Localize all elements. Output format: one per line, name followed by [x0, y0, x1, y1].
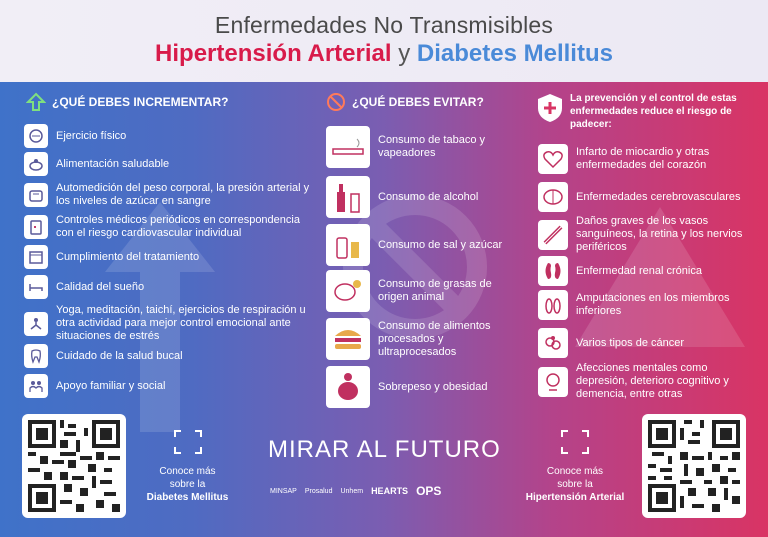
list-item: [538, 256, 753, 286]
item-text: Enfermedades cerebrovasculares: [576, 190, 741, 203]
item-text: Consumo de tabaco y vapeadores: [378, 134, 486, 159]
list-item: [326, 270, 516, 312]
item-text: Cumplimiento del tratamiento: [56, 250, 200, 263]
list-item: [24, 304, 314, 343]
list-item: [326, 366, 516, 408]
list-item: [538, 144, 753, 174]
subtitle-diabetes: Diabetes Mellitus: [416, 40, 613, 67]
item-text: Infarto de miocardio y otras enfermedades del corazón: [576, 146, 710, 171]
scan-topic: Hipertensión Arterial: [525, 492, 625, 503]
kidney-icon: [538, 256, 568, 286]
list-item: [24, 152, 314, 176]
item-text: Yoga, meditación, taichí, ejercicios de respiración u otra actividad para mejor control emocional ante situaciones de estrés: [56, 304, 306, 342]
list-item: [326, 318, 516, 360]
scan-hypertension-label: [515, 429, 635, 504]
scan-line2: sobre la: [169, 479, 206, 490]
item-text: Afecciones mentales como depresión, deterioro cognitivo y demencia, entre otras: [576, 362, 729, 400]
item-text: Consumo de grasas de origen animal: [378, 278, 492, 303]
list-item: [24, 245, 314, 269]
feet-icon: [538, 290, 568, 320]
item-text: Cuidado de la salud bucal: [56, 349, 183, 362]
logo-ops: OPS: [416, 484, 442, 498]
col3-heading-text: La prevención y el control de estas enfermedades reduce el riesgo de padecer:: [570, 93, 737, 130]
subtitle-connector: y: [398, 40, 411, 67]
subtitle-hypertension: Hipertensión Arterial: [155, 40, 392, 67]
logo-minsap: MINSAP: [270, 487, 297, 495]
item-text: Sobrepeso y obesidad: [378, 380, 488, 393]
calendar-icon: [24, 245, 48, 269]
mental-icon: [538, 367, 568, 397]
mirar-al-futuro-logo: MIRAR AL FUTURO: [268, 436, 501, 463]
list-item: [538, 290, 753, 320]
item-text: Varios tipos de cáncer: [576, 336, 685, 349]
page-subtitle: [0, 40, 768, 68]
item-text: Consumo de sal y azúcar: [378, 238, 503, 251]
forbidden-icon: [326, 92, 346, 112]
bottles-icon: [326, 176, 370, 218]
list-item: [24, 275, 314, 299]
scale-icon: [24, 183, 48, 207]
shield-health-icon: [536, 92, 564, 124]
logo-unhem: Unhem: [340, 487, 364, 495]
tooth-icon: [24, 344, 48, 368]
scan-line2: sobre la: [557, 479, 593, 490]
scan-line1: Conoce más: [159, 466, 216, 477]
scan-diabetes-label: [135, 429, 240, 504]
scan-line1: Conoce más: [546, 466, 604, 477]
family-icon: [24, 374, 48, 398]
qr-code-hypertension[interactable]: [642, 414, 746, 518]
item-text: Automedición del peso corporal, la presión arterial y los niveles de azúcar en sangre: [56, 182, 310, 207]
heart-icon: [538, 144, 568, 174]
exercise-icon: [24, 124, 48, 148]
list-item: [538, 215, 753, 254]
item-text: Enfermedad renal crónica: [576, 264, 702, 277]
scan-topic: Diabetes Mellitus: [146, 492, 229, 503]
list-item: [24, 214, 314, 240]
col1-heading-text: ¿QUÉ DEBES INCREMENTAR?: [52, 95, 229, 109]
col2-heading: [326, 92, 484, 112]
overweight-icon: [326, 366, 370, 408]
arrow-up-icon: [26, 92, 46, 112]
list-item: [326, 176, 516, 218]
header: [0, 0, 768, 82]
logo-prosalud: Prosalud: [304, 487, 333, 495]
page-title: Enfermedades No Transmisibles: [214, 12, 554, 38]
list-item: [24, 124, 314, 148]
item-text: Alimentación saludable: [56, 157, 170, 170]
cancer-icon: [538, 328, 568, 358]
list-item: [326, 126, 516, 168]
salt-icon: [326, 224, 370, 266]
item-text: Ejercicio físico: [56, 129, 127, 142]
burger-icon: [326, 318, 370, 360]
list-item: [538, 362, 753, 401]
clipboard-icon: [24, 215, 48, 239]
col3-heading: [536, 92, 746, 131]
item-text: Apoyo familiar y social: [56, 379, 166, 392]
scan-frame-icon: [173, 429, 203, 455]
item-text: Calidad del sueño: [56, 280, 145, 293]
vessel-icon: [538, 220, 568, 250]
qr-code-diabetes[interactable]: [22, 414, 126, 518]
scan-frame-icon: [560, 429, 590, 455]
bed-icon: [24, 275, 48, 299]
main-panel: [0, 82, 768, 537]
meat-icon: [326, 270, 370, 312]
item-text: Amputaciones en los miembros inferiores: [576, 292, 730, 317]
item-text: Controles médicos periódicos en correspondencia con el riesgo cardiovascular individual: [56, 214, 300, 239]
item-text: Daños graves de los vasos sanguíneos, la retina y los nervios periféricos: [576, 215, 743, 253]
yoga-icon: [24, 312, 48, 336]
list-item: [24, 374, 314, 398]
food-icon: [24, 152, 48, 176]
list-item: [24, 344, 314, 368]
list-item: [24, 182, 314, 208]
list-item: [538, 328, 753, 358]
brain-icon: [538, 182, 568, 212]
logo-hearts: HEARTS: [371, 486, 409, 496]
item-text: Consumo de alimentos procesados y ultraprocesados: [378, 319, 491, 358]
col2-heading-text: ¿QUÉ DEBES EVITAR?: [352, 95, 484, 109]
list-item: [326, 224, 516, 266]
list-item: [538, 182, 753, 212]
cigarette-icon: [326, 126, 370, 168]
col1-heading: [26, 92, 228, 112]
item-text: Consumo de alcohol: [378, 190, 479, 203]
partner-logos: [270, 484, 441, 498]
